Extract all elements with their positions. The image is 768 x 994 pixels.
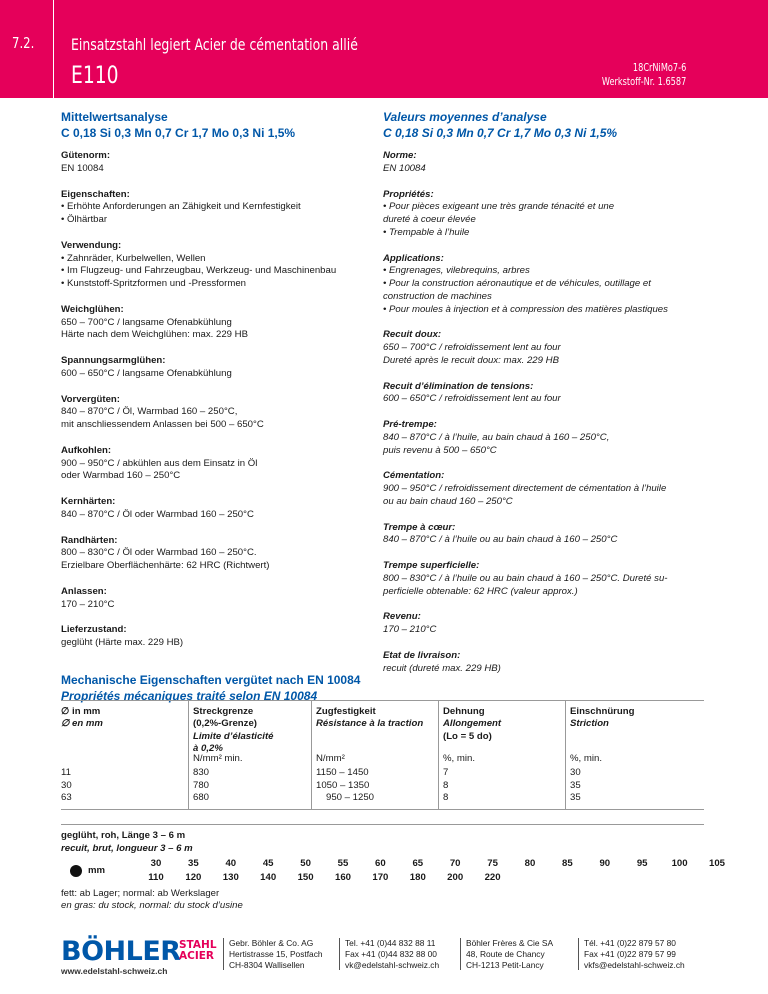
table-row: [61, 780, 704, 793]
spec-section-fr: [383, 419, 703, 457]
bar-sizes-label-de: geglüht, roh, Länge 3 – 6 m: [61, 830, 186, 841]
boehler-logo: [61, 936, 217, 976]
cell-yield: 780: [188, 780, 311, 793]
unit-yield: N/mm² min.: [188, 753, 311, 767]
bar-size-top: 45: [262, 857, 274, 869]
header-elongation-de: Dehnung: [443, 706, 485, 717]
column-fr: [383, 110, 703, 688]
cell-diameter: 63: [61, 792, 72, 803]
title-de: Einsatzstahl legiert: [71, 35, 191, 54]
bar-size-top: 95: [636, 857, 648, 869]
column-de: [61, 110, 361, 663]
cell-diameter: 11: [61, 767, 71, 778]
mech-table: [61, 700, 704, 810]
address-line: 48, Route de Chancy: [466, 948, 545, 959]
spec-label: Pré-trempe:: [383, 419, 437, 431]
spec-section-fr: [383, 650, 703, 676]
spec-label: Spannungsarmglühen:: [61, 355, 166, 367]
spec-section-fr: [383, 150, 703, 176]
unit-diameter: [61, 753, 188, 767]
header-diameter-de: ∅ in mm: [61, 706, 101, 717]
header-elongation-fr: Allongement: [443, 718, 502, 730]
bar-size-top: 50: [300, 857, 311, 869]
contact-geneva: [578, 938, 685, 970]
bar-size-top: 40: [225, 857, 237, 869]
designation-block: [602, 62, 686, 89]
cell-reduction: 35: [565, 780, 704, 793]
bar-size-bottom: 200: [447, 871, 464, 883]
spec-text: 170 – 210°C: [383, 624, 437, 636]
spec-section-fr: [383, 253, 703, 317]
bar-size-bottom: 140: [260, 871, 277, 883]
spec-text: 800 – 830°C / à l’huile ou au bain chaud à 160 – 250°C. Dureté su- perficielle obtenable: 62 HRC (valeur approx.): [383, 572, 668, 597]
spec-label: Aufkohlen:: [61, 444, 112, 456]
spec-section-fr: [383, 611, 703, 637]
cell-tensile: 1050 – 1350: [311, 780, 438, 793]
bar-size-top: 35: [188, 857, 199, 869]
analysis-values-de: C 0,18 Si 0,3 Mn 0,7 Cr 1,7 Mo 0,3 Ni 1,5%: [61, 125, 296, 140]
bar-size-bottom: 110: [148, 871, 164, 883]
section-box: [0, 0, 54, 98]
spec-section-fr: [383, 560, 703, 598]
header-reduction: [565, 701, 704, 753]
mech-table-header: [61, 701, 704, 753]
spec-label: Vorvergüten:: [61, 393, 120, 405]
spec-label: Recuit doux:: [383, 329, 442, 341]
spec-section-de: [61, 445, 361, 483]
fax-line: Fax +41 (0)44 832 88 00: [345, 948, 437, 959]
mm-label: mm: [88, 864, 106, 876]
spec-text: 800 – 830°C / Öl oder Warmbad 160 – 250°C. Erzielbare Oberflächenhärte: 62 HRC (Richtwert): [61, 547, 270, 572]
stock-note: [61, 888, 704, 913]
logo-stahl: STAHL: [179, 939, 217, 951]
spec-text: 840 – 870°C / Öl oder Warmbad 160 – 250°C: [61, 508, 254, 520]
fax-line: Fax +41 (0)22 879 57 99: [584, 948, 676, 959]
spec-label: Revenu:: [383, 611, 421, 623]
bar-size-top: 75: [487, 857, 498, 869]
spec-section-de: [61, 586, 361, 612]
cell-yield: 830: [188, 767, 311, 780]
header-elongation: [438, 701, 565, 753]
unit-reduction: %, min.: [565, 753, 704, 767]
spec-label: Weichglühen:: [61, 303, 124, 315]
cell-reduction: 30: [565, 767, 704, 780]
round-bar-icon: [70, 865, 82, 877]
email-link[interactable]: vkfs@edelstahl-schweiz.ch: [584, 959, 685, 970]
contact-zurich: [339, 938, 439, 970]
section-number: 7.2.: [12, 34, 35, 52]
spec-label: Propriétés:: [383, 188, 434, 200]
bar-size-top: 80: [524, 857, 536, 869]
spec-section-fr: [383, 522, 703, 548]
cell-elongation: 8: [438, 780, 565, 793]
spec-section-fr: [383, 470, 703, 508]
bar-size-top: 60: [375, 857, 386, 869]
spec-text: 600 – 650°C / langsame Ofenabkühlung: [61, 367, 232, 379]
header-reduction-fr: Striction: [570, 718, 609, 730]
bar-size-top: 55: [337, 857, 349, 869]
analysis-values-fr: C 0,18 Si 0,3 Mn 0,7 Cr 1,7 Mo 0,3 Ni 1,5%: [383, 125, 618, 140]
cell-elongation: 7: [438, 767, 565, 780]
spec-label: Lieferzustand:: [61, 624, 127, 636]
cell-diameter: 30: [61, 779, 72, 791]
header-banner: [0, 0, 768, 98]
header-tensile-de: Zugfestigkeit: [316, 706, 376, 717]
spec-label: Etat de livraison:: [383, 649, 461, 661]
header-reduction-de: Einschnürung: [570, 706, 635, 717]
spec-section-de: [61, 240, 361, 291]
bar-size-top: 105: [708, 857, 725, 869]
product-code: E110: [71, 61, 119, 89]
phone-line: Tel. +41 (0)44 832 88 11: [345, 938, 436, 948]
spec-label: Norme:: [383, 150, 417, 162]
header-yield-de: Streckgrenze (0,2%-Grenze): [193, 706, 257, 730]
bar-size-top: 100: [671, 857, 688, 869]
mech-title-fr: Propriétés mécaniques traité selon EN 10084: [61, 688, 318, 703]
table-row: [61, 792, 704, 809]
stock-note-de: fett: ab Lager; normal: ab Werkslager: [61, 887, 220, 899]
spec-text: 840 – 870°C / Öl, Warmbad 160 – 250°C, mit anschliessendem Anlassen bei 500 – 650°C: [61, 406, 264, 431]
spec-section-fr: [383, 381, 703, 407]
product-title: [71, 34, 358, 55]
address-line: Gebr. Böhler & Co. AG: [229, 938, 314, 948]
bar-size-top: 30: [150, 857, 162, 869]
website-link[interactable]: www.edelstahl-schweiz.ch: [61, 966, 168, 976]
header-yield-fr: Limite d’élasticité à 0,2%: [193, 730, 274, 754]
address-zurich: [223, 938, 323, 970]
unit-elongation: %, min.: [438, 753, 565, 767]
stock-note-fr: en gras: du stock, normal: du stock d’usine: [61, 899, 243, 911]
spec-text: 170 – 210°C: [61, 598, 115, 610]
steel-designation: 18CrNiMo7-6: [632, 62, 686, 74]
table-row: [61, 767, 704, 780]
bar-sizes-label-fr: recuit, brut, longueur 3 – 6 m: [61, 842, 193, 854]
spec-label: Applications:: [383, 252, 444, 264]
spec-label: Eigenschaften:: [61, 188, 130, 200]
spec-section-de: [61, 355, 361, 381]
spec-section-de: [61, 304, 361, 342]
spec-label: Anlassen:: [61, 585, 107, 597]
spec-text: • Erhöhte Anforderungen an Zähigkeit und Kernfestigkeit • Ölhärtbar: [61, 201, 301, 226]
mech-table-units: [61, 753, 704, 767]
spec-text: recuit (dureté max. 229 HB): [383, 662, 501, 674]
footer: [61, 934, 761, 992]
header-tensile: [311, 701, 438, 753]
spec-text: geglüht (Härte max. 229 HB): [61, 637, 184, 649]
bar-sizes-grid: [61, 856, 725, 888]
spec-text: 840 – 870°C / à l’huile ou au bain chaud à 160 – 250°C: [383, 534, 618, 546]
header-diameter: [61, 701, 188, 753]
header-diameter-fr: ∅ en mm: [61, 718, 103, 730]
spec-section-de: [61, 496, 361, 522]
spec-text: • Engrenages, vilebrequins, arbres • Pour la construction aéronautique et de véhicules, outillage et construction de machines • Pour moules à injection et à compression des matières plastiques: [383, 265, 668, 315]
bar-size-bottom: 120: [185, 871, 202, 883]
bar-size-top: 70: [449, 857, 461, 869]
title-fr: Acier de cémentation allié: [194, 35, 358, 54]
spec-label: Recuit d’élimination de tensions:: [383, 380, 534, 392]
cell-reduction: 35: [565, 792, 704, 809]
address-line: Böhler Frères & Cie SA: [466, 938, 554, 948]
cell-tensile: 1150 – 1450: [311, 767, 438, 780]
spec-label: Cémentation:: [383, 470, 445, 482]
spec-section-de: [61, 624, 361, 650]
spec-text: 900 – 950°C / abkühlen aus dem Einsatz in Öl oder Warmbad 160 – 250°C: [61, 457, 258, 482]
unit-tensile: N/mm²: [311, 753, 438, 767]
bar-size-top: 65: [412, 857, 424, 869]
spec-text: EN 10084: [383, 162, 426, 174]
spec-text: EN 10084: [61, 162, 104, 174]
spec-text: • Pour pièces exigeant une très grande ténacité et une dureté à coeur élevée • Trempable à l’huile: [383, 201, 615, 238]
bar-size-top: 90: [599, 857, 611, 869]
header-tensile-fr: Résistance à la traction: [316, 718, 424, 730]
address-line: Hertistrasse 15, Postfach: [229, 948, 323, 959]
cell-tensile: 950 – 1250: [311, 792, 438, 809]
spec-section-de: [61, 189, 361, 227]
spec-label: Trempe superficielle:: [383, 560, 480, 572]
address-line: CH-8304 Wallisellen: [229, 959, 305, 970]
mech-title-de: Mechanische Eigenschaften vergütet nach EN 10084: [61, 673, 361, 687]
spec-section-de: [61, 394, 361, 432]
bar-size-bottom: 180: [409, 871, 426, 883]
werkstoff-number: Werkstoff-Nr. 1.6587: [601, 75, 686, 88]
spec-label: Gütenorm:: [61, 150, 111, 162]
email-link[interactable]: vk@edelstahl-schweiz.ch: [345, 959, 440, 970]
header-elongation-extra: (Lo = 5 do): [443, 730, 492, 742]
bar-size-bottom: 160: [334, 871, 351, 883]
bar-size-bottom: 130: [222, 871, 239, 883]
analysis-title-fr: Valeurs moyennes d’analyse: [383, 110, 547, 124]
bar-sizes-section: [61, 824, 725, 912]
spec-section-fr: [383, 329, 703, 367]
spec-text: 650 – 700°C / refroidissement lent au four Dureté après le recuit doux: max. 229 HB: [383, 342, 561, 366]
spec-label: Kernhärten:: [61, 496, 116, 508]
cell-elongation: 8: [438, 792, 565, 809]
header-yield: [188, 701, 311, 753]
spec-label: Trempe à cœur:: [383, 521, 456, 533]
logo-wordmark: BÖHLER: [61, 936, 181, 967]
bar-size-bottom: 150: [297, 871, 314, 883]
spec-label: Randhärten:: [61, 534, 118, 546]
bar-size-bottom: 220: [484, 871, 501, 883]
address-geneva: [460, 938, 553, 970]
logo-side-text: [179, 940, 217, 963]
spec-section-de: [61, 535, 361, 573]
logo-acier: ACIER: [179, 950, 214, 963]
spec-section-fr: [383, 189, 703, 240]
address-line: CH-1213 Petit-Lancy: [466, 959, 544, 970]
spec-label: Verwendung:: [61, 239, 122, 251]
cell-yield: 680: [188, 792, 311, 809]
bar-size-top: 85: [562, 857, 573, 869]
bar-size-bottom: 170: [372, 871, 389, 883]
spec-text: • Zahnräder, Kurbelwellen, Wellen • Im Flugzeug- und Fahrzeugbau, Werkzeug- und Maschinenbau • Kunststoff-Spritzformen und -Pressformen: [61, 252, 337, 290]
spec-text: 600 – 650°C / refroidissement lent au four: [383, 393, 561, 405]
spec-section-de: [61, 150, 361, 176]
analysis-title-de: Mittelwertsanalyse: [61, 110, 168, 124]
spec-text: 840 – 870°C / à l’huile, au bain chaud à 160 – 250°C, puis revenu à 500 – 650°C: [383, 431, 610, 456]
spec-text: 650 – 700°C / langsame Ofenabkühlung Härte nach dem Weichglühen: max. 229 HB: [61, 316, 248, 341]
phone-line: Tél. +41 (0)22 879 57 80: [584, 938, 676, 948]
spec-text: 900 – 950°C / refroidissement directement de cémentation à l’huile ou au bain chaud 160 – 250°C: [383, 483, 667, 507]
